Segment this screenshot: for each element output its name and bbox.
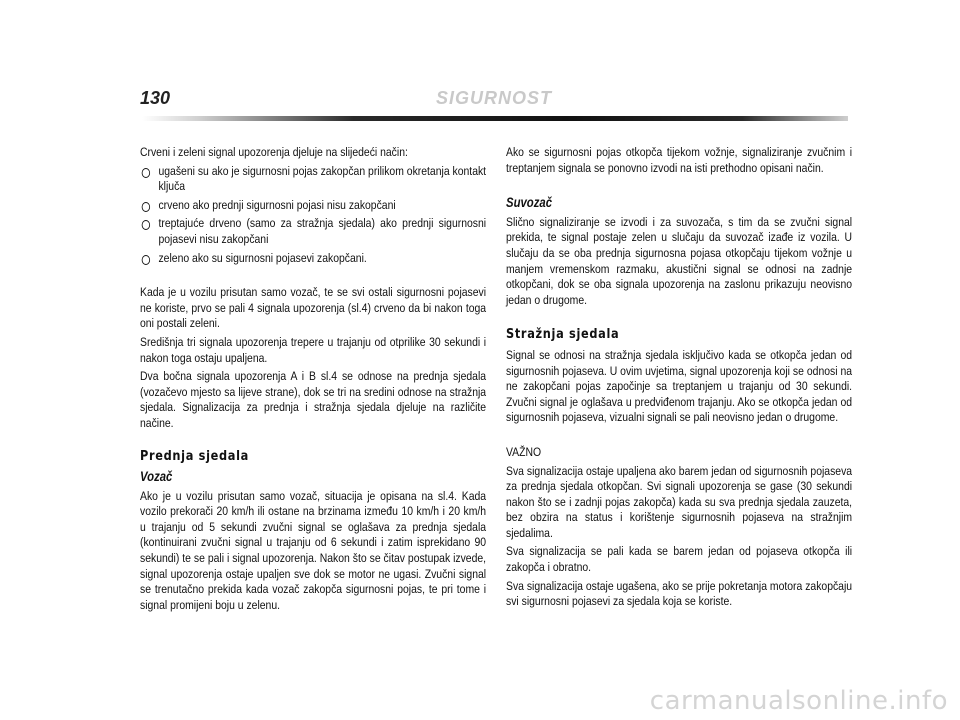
circle-bullet-icon <box>142 168 150 178</box>
paragraph: Sva signalizacija se pali kada se barem jedan od pojaseva otkopča ili zakopča i obratno. <box>506 544 853 575</box>
heading-rear-seats: Stražnja sjedala <box>506 326 620 343</box>
heading-passenger: Suvozač <box>506 195 553 211</box>
bullet-list <box>140 164 486 267</box>
circle-bullet-icon <box>142 202 150 212</box>
list-item: ugašeni su ako je sigurnosni pojas zakopčan prilikom okretanja kontakt ključa <box>140 164 486 195</box>
paragraph: Sva signalizacija ostaje ugašena, ako se prije pokretanja motora zakopčaju svi sigurnosni pojasevi za sjedala koja se koriste. <box>506 578 853 609</box>
list-item: crveno ako prednji sigurnosni pojasi nisu zakopčani <box>140 198 486 214</box>
intro-text: Crveni i zeleni signal upozorenja djeluje na slijedeći način: <box>140 145 408 159</box>
paragraph: Sva signalizacija ostaje upaljena ako barem jedan od sigurnosnih pojaseva za prednja sjedala otkopčan. Svi signali upozorenja se gase (30 sekundi nakon što se i zadnji pojas zakopča) kada su sva prednja sjedala zauzeta, bez obzira na status i korištenje sigurnosnih pojaseva na stražnjim sjedalima. <box>506 463 853 540</box>
heading-front-seats: Prednja sjedala <box>140 447 249 464</box>
heading-driver: Vozač <box>140 469 173 485</box>
paragraph: Središnja tri signala upozorenja trepere u trajanju od otprilike 30 sekundi i nakon toga ostaju upaljena. <box>140 334 487 365</box>
circle-bullet-icon <box>142 220 150 230</box>
page-number: 130 <box>140 88 171 108</box>
paragraph: Kada je u vozilu prisutan samo vozač, te se svi ostali sigurnosni pojasevi ne koriste, prvo se pali 4 signala upozorenja (sl.4) crveno da bi nakon toga oni postali zeleni. <box>140 285 487 331</box>
paragraph: Slično signaliziranje se izvodi i za suvozača, s tim da se zvučni signal prekida, te signal postaje zelen u slučaju da suvozač izađe iz vozila. U slučaju da se oba prednja sigurnosna pojasa otkopčaju tijekom vožnje u manjem vremenskom razmaku, akustični signal se odnosi na zadnje otkopčani, dok se oba signala upozorenja na zaslonu prikazuju neovisno jedan o drugome. <box>506 214 853 307</box>
watermark: carmanualsonline.info <box>649 686 948 716</box>
right-column <box>506 145 852 613</box>
section-title: SIGURNOST <box>436 88 553 108</box>
circle-bullet-icon <box>142 255 150 265</box>
paragraph: Ako je u vozilu prisutan samo vozač, situacija je opisana na sl.4. Kada vozilo prekorači 20 km/h ili ostane na brzinama između 10 km/h i 20 km/h u trajanju od 5 sekundi zvučni signal se oglašava za prednja sjedala (kontinuirani zvučni signal u trajanju od 6 sekundi i zatim isprekidano 90 sekundi) te se pali i signal upozorenja. Nakon što se čitav postupak izvede, signal upozorenja ostaje upaljen sve dok se motor ne ugasi. Zvučni signal se trenutačno prekida kada vozač zakopča sigurnosni pojas, te pri tome i signal promijeni boju u zelenu. <box>140 488 487 612</box>
paragraph: Dva bočna signala upozorenja A i B sl.4 se odnose na prednja sjedala (vozačevo mjesto sa lijeve strane), dok se tri na sredini odnose na stražnja sjedala. Signalizacija za prednja i stražnja sjedala djeluje na različite načine. <box>140 369 487 430</box>
important-label: VAŽNO <box>506 444 542 459</box>
list-item: zeleno ako su sigurnosni pojasevi zakopčani. <box>140 251 486 267</box>
left-column <box>140 145 486 616</box>
list-item: treptajuće drveno (samo za stražnja sjedala) ako prednji sigurnosni pojasevi nisu zakopčani <box>140 216 486 247</box>
paragraph: Signal se odnosi na stražnja sjedala isključivo kada se otkopča jedan od sigurnosnih pojaseva. U ovim uvjetima, signal upozorenja koji se odnosi na ne zakopčani pojas započinje sa treptanjem u trajanju od 30 sekundi. Zvučni signal je oglašava u predviđenom trajanju. Ako se otkopča jedan od sigurnosnih pojaseva, vizualni signali se pali neovisno jedan o drugome. <box>506 347 853 425</box>
paragraph: Ako se sigurnosni pojas otkopča tijekom vožnje, signaliziranje zvučnim i treptanjem signala se ponovno izvodi na isti prethodno opisani način. <box>506 145 853 175</box>
header-divider <box>142 116 848 121</box>
